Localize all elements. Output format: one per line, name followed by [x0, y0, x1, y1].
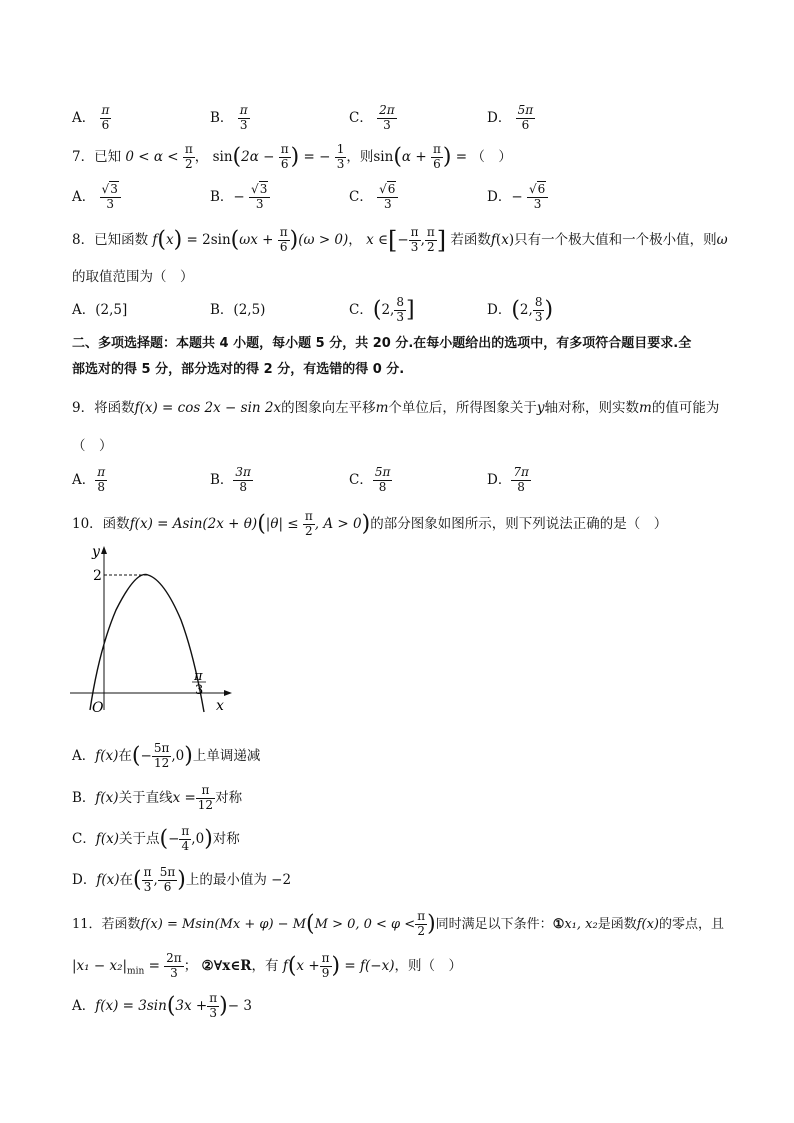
- q7-stem: 7．已知 0 < α < $\frac{\pi}{2}$ ， sin(2α − $\frac{\pi}{6}$ ) = − $\frac{1}{3}$ ，则sin(α + $\frac{\pi}{6}$ ) = （ ）: [72, 142, 512, 171]
- q10-graph: [66, 540, 246, 720]
- q8-option-b[interactable]: B．(2,5): [210, 302, 266, 318]
- section-heading-line2: 部选对的得 5 分，部分选对的得 2 分，有选错的得 0 分.: [72, 362, 405, 377]
- y-axis-arrow: [101, 546, 107, 554]
- fraction: $\frac{√6}{3}$: [527, 183, 548, 212]
- q8-stem: 8．已知函数 f(x) = 2sin(ωx + $\frac{\pi}{6}$ )(ω > 0)， x ∈[− $\frac{\pi}{3}$ , $\frac{\pi}{2}$ ] 若函数f(x)只有一个极大值和一个极小值，则ω: [72, 225, 728, 255]
- fraction: $\frac{\pi}{8}$: [97, 465, 106, 494]
- sine-curve: [90, 574, 204, 712]
- q10-option-b[interactable]: B．f(x)关于直线x = $\frac{\pi}{12}$ 对称: [72, 783, 243, 812]
- fraction: $\frac{2\pi}{3}$: [166, 951, 182, 980]
- fraction: $\frac{5\pi}{8}$: [374, 465, 391, 494]
- x-axis-label: x: [216, 698, 224, 714]
- q6-option-d[interactable]: D． $\frac{5\pi}{6}$: [487, 103, 534, 132]
- q9-option-b[interactable]: B． $\frac{3\pi}{8}$: [210, 465, 251, 494]
- q10-option-d[interactable]: D．f(x)在( $\frac{\pi}{3}$ , $\frac{5\pi}{6}$ )上的最小值为 −2: [72, 865, 292, 894]
- fraction: $\frac{\pi}{12}$: [197, 783, 214, 812]
- q6-option-a[interactable]: A． $\frac{\pi}{6}$: [72, 103, 110, 132]
- fraction: $\frac{1}{3}$: [336, 142, 345, 171]
- q8-option-d[interactable]: D．(2, $\frac{8}{3}$ ): [487, 295, 554, 324]
- fraction: $\frac{√3}{3}$: [249, 183, 270, 212]
- q9-stem-line2: （ ）: [72, 438, 113, 454]
- q7-option-d[interactable]: D．− $\frac{√6}{3}$: [487, 183, 548, 212]
- q6-option-c[interactable]: C． $\frac{2\pi}{3}$: [349, 103, 395, 132]
- fraction: $\frac{\pi}{2}$: [304, 509, 313, 538]
- root-label-num: π: [194, 669, 203, 684]
- fraction: $\frac{\pi}{6}$: [432, 142, 441, 171]
- fraction: $\frac{8}{3}$: [396, 295, 404, 324]
- fraction: $\frac{2\pi}{3}$: [379, 103, 395, 132]
- q8-option-a[interactable]: A．(2,5]: [72, 302, 128, 318]
- fraction: $\frac{\pi}{2}$: [417, 909, 426, 938]
- fraction: $\frac{8}{3}$: [534, 295, 543, 324]
- fraction: $\frac{\pi}{2}$: [426, 225, 435, 254]
- fraction: $\frac{√3}{3}$: [100, 183, 121, 212]
- section-heading-line1: 二、多项选择题：本题共 4 小题，每小题 5 分，共 20 分.在每小题给出的选项中，有多项符合题目要求.全: [72, 336, 692, 351]
- q9-option-d[interactable]: D． $\frac{7\pi}{8}$: [487, 465, 529, 494]
- fraction: $\frac{\pi}{3}$: [239, 103, 248, 132]
- fraction: $\frac{\pi}{9}$: [321, 951, 330, 980]
- origin-label: O: [92, 700, 104, 716]
- fraction: $\frac{√6}{3}$: [377, 183, 398, 212]
- q7-option-c[interactable]: C． $\frac{√6}{3}$: [349, 183, 398, 212]
- q11-option-a[interactable]: A．f(x) = 3sin(3x + $\frac{\pi}{3}$ )− 3: [72, 991, 252, 1020]
- q9-option-c[interactable]: C． $\frac{5\pi}{8}$: [349, 465, 391, 494]
- fraction: $\frac{\pi}{2}$: [184, 142, 193, 171]
- fraction: $\frac{\pi}{3}$: [410, 225, 419, 254]
- q10-option-a[interactable]: A．f(x)在(− $\frac{5\pi}{12}$ ,0)上单调递减: [72, 741, 261, 770]
- fraction: $\frac{5\pi}{6}$: [517, 103, 534, 132]
- fraction: $\frac{3\pi}{8}$: [235, 465, 251, 494]
- y-axis-label: y: [92, 544, 100, 560]
- fraction: $\frac{5\pi}{6}$: [159, 865, 176, 894]
- q10-stem: 10．函数f(x) = Asin(2x + θ)(|θ| ≤ $\frac{\pi}{2}$ , A > 0)的部分图象如图所示，则下列说法正确的是（ ）: [72, 509, 668, 538]
- q7-option-b[interactable]: B．− $\frac{√3}{3}$: [210, 183, 270, 212]
- root-label-den: 3: [195, 683, 204, 698]
- fraction: $\frac{\pi}{6}$: [279, 225, 288, 254]
- q8-option-c[interactable]: C．(2, $\frac{8}{3}$ ]: [349, 295, 415, 324]
- fraction: $\frac{\pi}{3}$: [143, 865, 152, 894]
- x-axis-arrow: [224, 690, 232, 696]
- q9-option-a[interactable]: A． $\frac{\pi}{8}$: [72, 465, 106, 494]
- q8-stem-line2: 的取值范围为（ ）: [72, 269, 194, 285]
- fraction: $\frac{\pi}{6}$: [101, 103, 110, 132]
- fraction: $\frac{7\pi}{8}$: [513, 465, 529, 494]
- q11-stem-line2: $|x_1 - x_2|_{min}$ = $\frac{2\pi}{3}$ ； ②∀x∈R，有 f(x + $\frac{\pi}{9}$ ) = f(−x)，则（ ）: [72, 951, 462, 980]
- q10-option-c[interactable]: C．f(x)关于点(− $\frac{\pi}{4}$ ,0)对称: [72, 824, 240, 853]
- fraction: $\frac{5\pi}{12}$: [153, 741, 170, 770]
- fraction: $\frac{\pi}{3}$: [209, 991, 218, 1020]
- q7-option-a[interactable]: A． $\frac{√3}{3}$: [72, 183, 121, 212]
- q9-stem: 9．将函数f(x) = cos 2x − sin 2x的图象向左平移m个单位后，所得图象关于y轴对称，则实数m的值可能为: [72, 400, 720, 416]
- max-label: 2: [93, 568, 102, 584]
- fraction: $\frac{\pi}{6}$: [280, 142, 289, 171]
- q11-stem: 11．若函数f(x) = Msin(Mx + φ) − M(M > 0, 0 < φ < $\frac{\pi}{2}$ )同时满足以下条件：①x₁, x₂是函数f(x)的零点，且: [72, 909, 725, 938]
- fraction: $\frac{\pi}{4}$: [181, 824, 190, 853]
- q6-option-b[interactable]: B． $\frac{\pi}{3}$: [210, 103, 248, 132]
